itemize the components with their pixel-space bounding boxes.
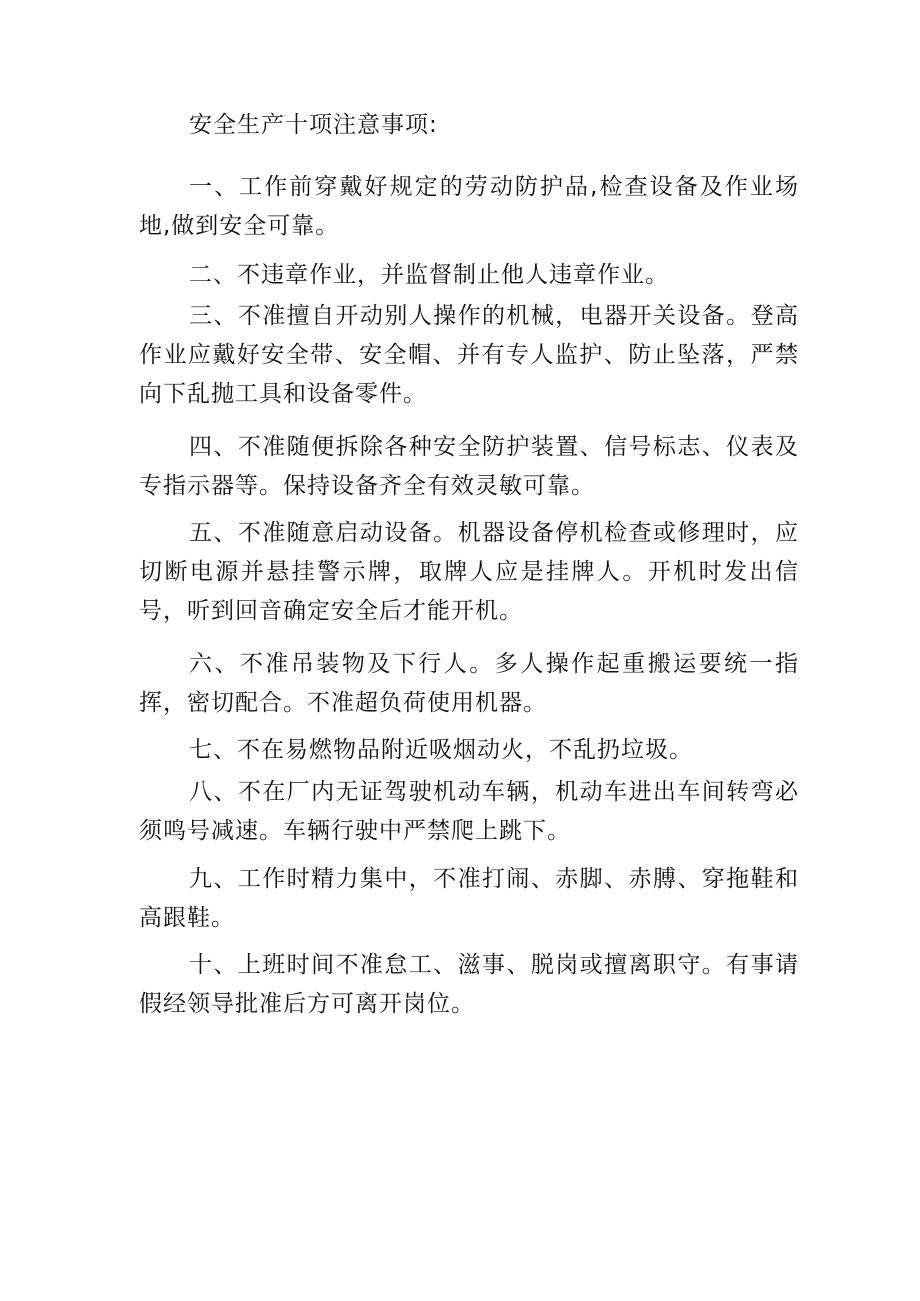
rule-item-6: 六、不准吊装物及下行人。多人操作起重搬运要统一指挥，密切配合。不准超负荷使用机器。 — [139, 651, 799, 716]
rule-item-4: 四、不准随便拆除各种安全防护装置、信号标志、仪表及专指示器等。保持设备齐全有效灵敏可靠。 — [139, 434, 799, 499]
rule-item-7: 七、不在易燃物品附近吸烟动火，不乱扔垃圾。 — [189, 737, 693, 763]
rule-item-10: 十、上班时间不准怠工、滋事、脱岗或擅离职守。有事请假经领导批准后方可离开岗位。 — [139, 952, 799, 1017]
rule-item-3: 三、不准擅自开动别人操作的机械，电器开关设备。登高作业应戴好安全带、安全帽、并有专人监护、防止坠落，严禁向下乱抛工具和设备零件。 — [139, 303, 799, 407]
document-title: 安全生产十项注意事项: — [189, 112, 438, 138]
rule-item-5: 五、不准随意启动设备。机器设备停机检查或修理时，应切断电源并悬挂警示牌，取牌人应是挂牌人。开机时发出信号，听到回音确定安全后才能开机。 — [139, 520, 799, 624]
rule-item-9: 九、工作时精力集中，不准打闹、赤脚、赤膊、穿拖鞋和高跟鞋。 — [139, 866, 799, 931]
rule-item-1: 一、工作前穿戴好规定的劳动防护品,检查设备及作业场地,做到安全可靠。 — [139, 174, 799, 239]
rule-item-2: 二、不违章作业，并监督制止他人违章作业。 — [189, 262, 669, 288]
rule-item-8: 八、不在厂内无证驾驶机动车辆，机动车进出车间转弯必须鸣号减速。车辆行驶中严禁爬上跳下。 — [139, 779, 799, 844]
